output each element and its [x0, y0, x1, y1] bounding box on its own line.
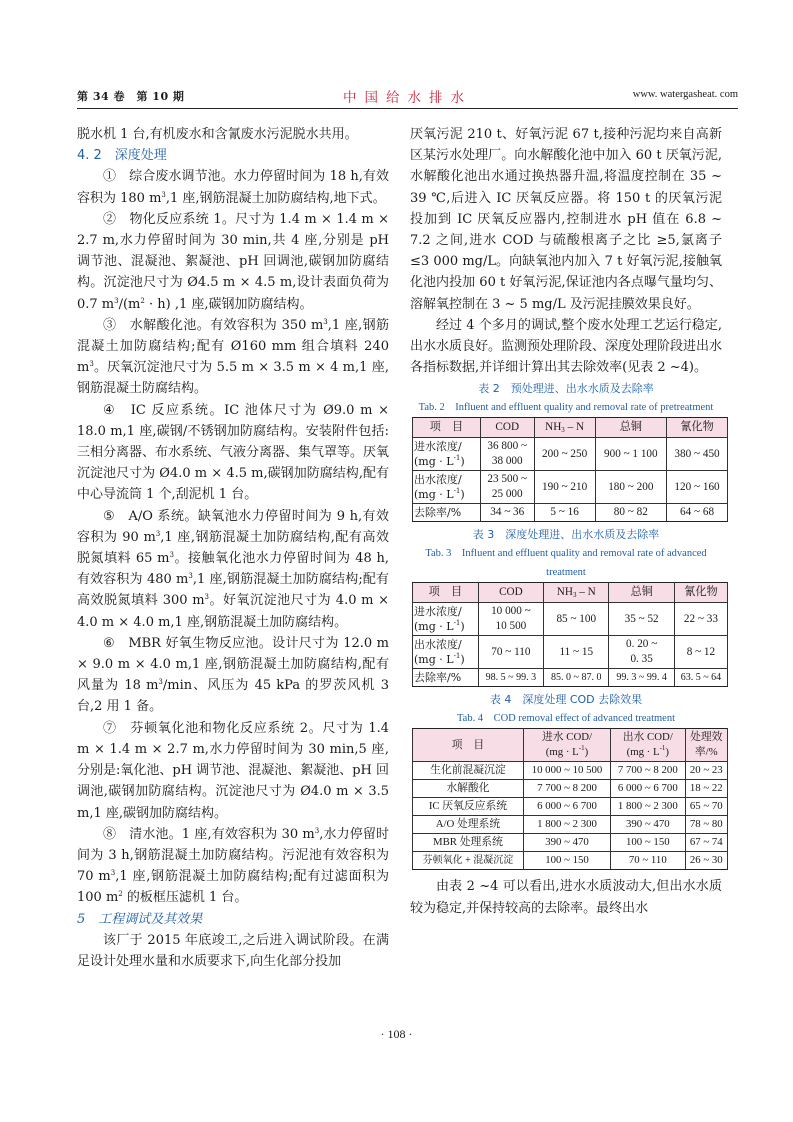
table-cell: 进水浓度/ $(mg \cdot L^{-1})$: [413, 603, 479, 636]
table-cell: 64 ~ 68: [667, 504, 728, 522]
paragraph: 该厂于 2015 年底竣工,之后进入调试阶段。在满足设计处理水量和水质要求下,向生化部分投加: [77, 932, 389, 969]
paragraph: ⑥ MBR 好氧生物反应池。设计尺寸为 12.0 m × 9.0 m × 4.0 m,1 座,钢筋混凝土加防腐结构,配有风量为 18 $m^3/\min$、风压为 45 kPa 的罗茨风机 3 台,2 用 1 备。: [77, 635, 389, 715]
table-row: [413, 852, 728, 870]
table-4-caption-cn: 表 4 深度处理 COD 去除效果: [489, 693, 643, 707]
table-row: [413, 471, 728, 504]
table-cell: 78 ~ 80: [685, 816, 727, 834]
table-cell: 190 ~ 210: [534, 471, 595, 504]
table-cell: 10 000 ~ 10 500: [478, 603, 543, 636]
table-cell: 34 ~ 36: [480, 504, 534, 522]
table-cell: 99. 3 ~ 99. 4: [609, 669, 674, 687]
running-header: [77, 88, 738, 109]
table-cell: 70 ~ 110: [611, 852, 685, 870]
paragraph: ⑤ A/O 系统。缺氧池水力停留时间为 9 h,有效容积为 90 $m^3,1$ 座,钢筋混凝土加防腐结构,配有高效脱氮填料 65 $m^3$。接触氧化池水力停留时间为 48 h,有效容积为 480 $m^3,1$ 座,钢筋混凝土加防腐结构;配有高效脱氮填料 300 $m^3$。好氧沉淀池尺寸为 4.0 m × 4.0 m × 4.0 m,1 座,钢筋混凝土加防腐结构。: [77, 508, 390, 630]
table-cell: 出水浓度/ $(mg \cdot L^{-1})$: [413, 471, 481, 504]
table-cell: 18 ~ 22: [685, 780, 727, 798]
table-cell: 120 ~ 160: [667, 471, 728, 504]
paragraph: ② 物化反应系统 1。尺寸为 1.4 m × 1.4 m × 2.7 m,水力停留时间为 30 min,共 4 座,分别是 pH 调节池、混凝池、絮凝池、pH 回调池,碳钢加防腐结构。沉淀池尺寸为 Ø4.5 m × 4.5 m,设计表面负荷为 0.7 $m^3/(m^2 \cdot h)$ ,1 座,碳钢加防腐结构。: [77, 211, 389, 312]
paragraph: ④ IC 反应系统。IC 池体尺寸为 Ø9.0 m × 18.0 m,1 座,碳钢/不锈钢加防腐结构。安装附件包括:三相分离器、布水系统、气液分离器、集气罩等。厌氧沉淀池尺寸为 Ø4.0 m × 4.5 m,碳钢加防腐结构,配有中心导流筒 1 个,刮泥机 1 台。: [77, 402, 390, 503]
table-cell: 380 ~ 450: [667, 438, 728, 471]
table-cell: 65 ~ 70: [685, 798, 727, 816]
table-cell: 5 ~ 16: [534, 504, 595, 522]
table-cell: 80 ~ 82: [595, 504, 667, 522]
volume-issue: 第 34 卷 第 10 期: [77, 90, 185, 103]
table-cell: 35 ~ 52: [609, 603, 674, 636]
table-cell: 6 000 ~ 6 700: [523, 798, 610, 816]
table-cell: 去除率/%: [413, 504, 481, 522]
table-row: [413, 504, 728, 522]
table-row: [413, 762, 728, 780]
table-cell: 10 000 ~ 10 500: [523, 762, 610, 780]
paragraph: ① 综合废水调节池。水力停留时间为 18 h,有效容积为 180 $m^3,1$ 座,钢筋混凝土加防腐结构,地下式。: [77, 169, 389, 206]
table-cell: 22 ~ 33: [674, 603, 727, 636]
journal-title: 中国给水排水: [343, 90, 472, 106]
table-header: $NH_3$ – N: [534, 418, 595, 438]
table-header: 进水 COD/ $(mg \cdot L^{-1})$: [523, 729, 610, 762]
table-cell: 生化前混凝沉淀: [413, 762, 524, 780]
table-cell: 进水浓度/ $(mg \cdot L^{-1})$: [413, 438, 481, 471]
paragraph: 经过 4 个多月的调试,整个废水处理工艺运行稳定,出水水质良好。监测预处理阶段、深度处理阶段进出水各指标数据,并详细计算出其去除效率(见表 2 ~4)。: [410, 317, 723, 376]
table-row: [413, 438, 728, 471]
table-2-caption-cn: 表 2 预处理进、出水水质及去除率: [478, 382, 654, 396]
table-2-caption-en: Tab. 2 Influent and effluent quality and removal rate of pretreatment: [418, 402, 714, 414]
table-header: 项 目: [413, 583, 479, 603]
table-cell: 70 ~ 110: [478, 636, 543, 669]
paragraph: ⑦ 芬顿氧化池和物化反应系统 2。尺寸为 1.4 m × 1.4 m × 2.7 m,水力停留时间为 30 min,5 座,分别是:氧化池、pH 调节池、混凝池、絮凝池、pH 回调池,碳钢加防腐结构。沉淀池尺寸为 Ø4.0 m × 3.5 m,1 座,碳钢加防腐结构。: [77, 720, 389, 821]
table-cell: 7 700 ~ 8 200: [611, 762, 685, 780]
table-cell: 100 ~ 150: [611, 834, 685, 852]
table-row: [413, 669, 728, 687]
table-row: [413, 636, 728, 669]
journal-website[interactable]: www. watergasheat. com: [632, 89, 738, 100]
paragraph: 脱水机 1 台,有机废水和含氰废水污泥脱水共用。: [77, 127, 358, 142]
right-column: [410, 124, 722, 919]
table-cell: 85 ~ 100: [544, 603, 609, 636]
table-header: 总铜: [595, 418, 667, 438]
table-cell: 98. 5 ~ 99. 3: [478, 669, 543, 687]
paragraph: ③ 水解酸化池。有效容积为 350 $m^3,1$ 座,钢筋混凝土加防腐结构;配有 Ø160 mm 组合填料 240 $m^3$。厌氧沉淀池尺寸为 5.5 m × 3.5 m × 4 m,1 座,钢筋混凝土防腐结构。: [77, 317, 390, 397]
table-cell: 1 800 ~ 2 300: [611, 798, 685, 816]
table-cell: 26 ~ 30: [685, 852, 727, 870]
table-row: [413, 834, 728, 852]
table-cell: 85. 0 ~ 87. 0: [544, 669, 609, 687]
table-header: 氰化物: [667, 418, 728, 438]
table-3: [412, 582, 728, 687]
paragraph: 厌氧污泥 210 t、好氧污泥 67 t,接种污泥均来自高新区某污水处理厂。向水解酸化池中加入 60 t 厌氧污泥,水解酸化池出水通过换热器升温,将温度控制在 35 ~ 39 ℃,后进入 IC 厌氧反应器。将 150 t 的厌氧污泥投加到 IC 厌氧反应器内,控制进水 pH 值在 6.8 ~ 7.2 之间,进水 COD 与硫酸根离子之比 ≥5,氯离子 ≤3 000 mg/L。向缺氧池内加入 7 t 好氧污泥,接触氧化池内投加 60 t 好氧污泥,保证池内各点曝气量均匀、溶解氧控制在 3 ~ 5 mg/L 及污泥挂膜效果良好。: [410, 127, 722, 312]
table-cell: 1 800 ~ 2 300: [523, 816, 610, 834]
table-cell: 390 ~ 470: [611, 816, 685, 834]
table-row: [413, 798, 728, 816]
table-row: [413, 603, 728, 636]
table-cell: 20 ~ 23: [685, 762, 727, 780]
table-cell: A/O 处理系统: [413, 816, 524, 834]
left-column: [77, 124, 389, 972]
table-cell: 11 ~ 15: [544, 636, 609, 669]
section-heading-5: 5 工程调试及其效果: [77, 911, 203, 927]
table-cell: IC 厌氧反应系统: [413, 798, 524, 816]
table-cell: 6 000 ~ 6 700: [611, 780, 685, 798]
table-header: 处理效 率/%: [685, 729, 727, 762]
table-2: [412, 417, 728, 522]
table-4: [412, 728, 728, 870]
table-3-caption-cn: 表 3 深度处理进、出水水质及去除率: [472, 528, 660, 542]
page-number: · 108 ·: [380, 1027, 413, 1041]
table-cell: 23 500 ~ 25 000: [480, 471, 534, 504]
table-cell: 900 ~ 1 100: [595, 438, 667, 471]
table-cell: 0. 20 ~ 0. 35: [609, 636, 674, 669]
paragraph: 由表 2 ~4 可以看出,进水水质波动大,但出水水质较为稳定,并保持较高的去除率。最终出水: [410, 879, 722, 916]
table-cell: 36 800 ~ 38 000: [480, 438, 534, 471]
table-header: 出水 COD/ $(mg \cdot L^{-1})$: [611, 729, 685, 762]
table-cell: 8 ~ 12: [674, 636, 727, 669]
table-cell: 200 ~ 250: [534, 438, 595, 471]
table-cell: MBR 处理系统: [413, 834, 524, 852]
section-heading-4-2: 4. 2 深度处理: [77, 148, 167, 164]
table-cell: 芬顿氧化 + 混凝沉淀: [413, 852, 524, 870]
table-header: 氰化物: [674, 583, 727, 603]
table-3-caption-en: Tab. 3 Influent and effluent quality and removal rate of advanced treatment: [425, 548, 707, 579]
table-cell: 180 ~ 200: [595, 471, 667, 504]
table-cell: 7 700 ~ 8 200: [523, 780, 610, 798]
table-header: 总铜: [609, 583, 674, 603]
table-row: [413, 816, 728, 834]
table-cell: 390 ~ 470: [523, 834, 610, 852]
table-header: 项 目: [413, 729, 524, 762]
table-cell: 63. 5 ~ 64: [674, 669, 727, 687]
paragraph: ⑧ 清水池。1 座,有效容积为 30 $m^3$,水力停留时间为 3 h,钢筋混凝土加防腐结构。污泥池有效容积为 70 $m^3,1$ 座,钢筋混凝土加防腐结构;配有过滤面积为 100 $m^2$ 的板框压滤机 1 台。: [77, 826, 389, 906]
table-cell: 67 ~ 74: [685, 834, 727, 852]
table-header: COD: [478, 583, 543, 603]
table-header: $NH_3$ – N: [544, 583, 609, 603]
table-header: COD: [480, 418, 534, 438]
table-cell: 100 ~ 150: [523, 852, 610, 870]
table-row: [413, 780, 728, 798]
table-header: 项 目: [413, 418, 481, 438]
table-cell: 去除率/%: [413, 669, 479, 687]
table-cell: 出水浓度/ $(mg \cdot L^{-1})$: [413, 636, 479, 669]
table-4-caption-en: Tab. 4 COD removal effect of advanced treatment: [456, 713, 676, 725]
table-cell: 水解酸化: [413, 780, 524, 798]
